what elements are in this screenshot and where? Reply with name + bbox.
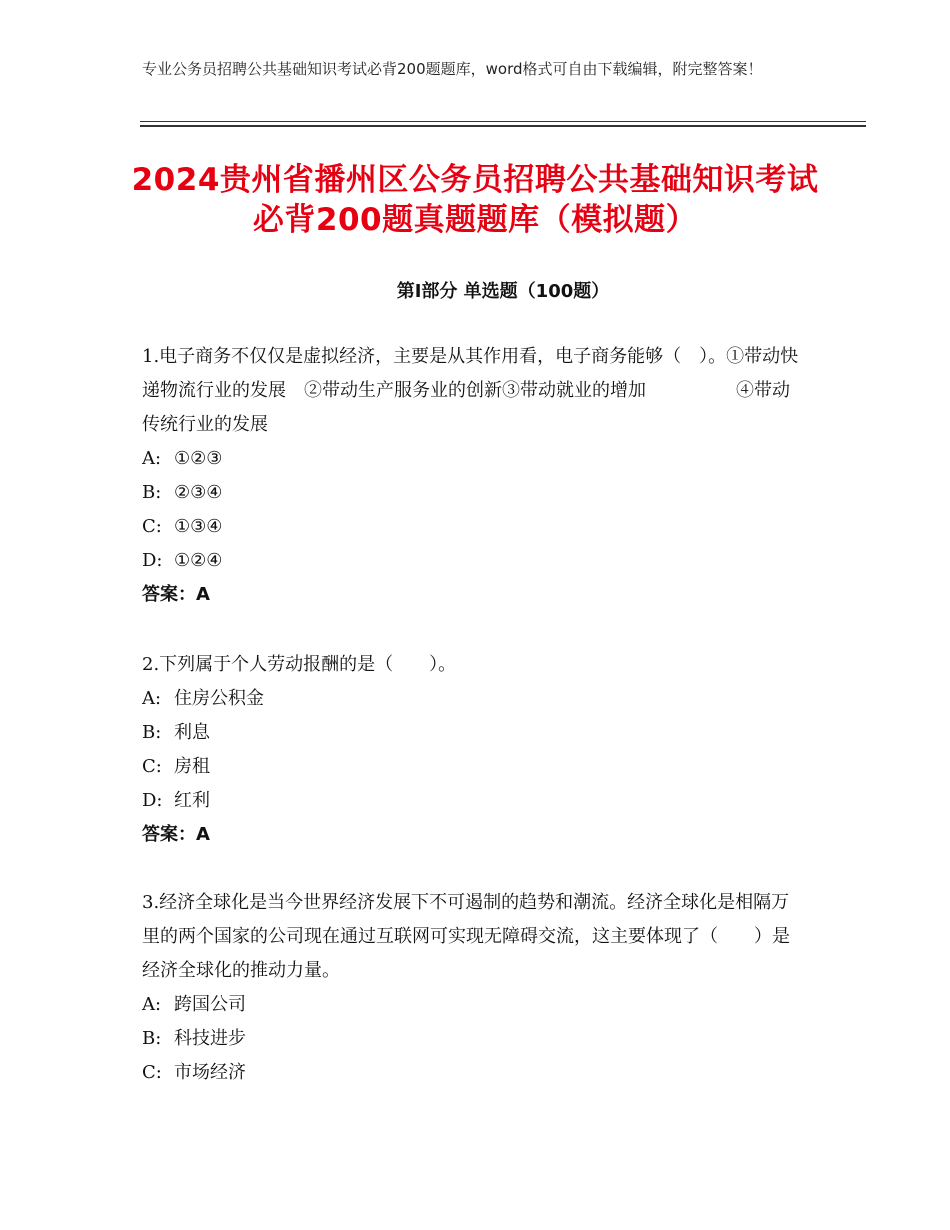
option-text: 住房公积金 (174, 688, 264, 709)
option-text: 红利 (174, 790, 210, 811)
option-text: 利息 (174, 722, 210, 743)
header-rule-thin (140, 121, 866, 122)
option-b (142, 716, 802, 750)
document-title: 2024贵州省播州区公务员招聘公共基础知识考试必背200题真题题库（模拟题） (131, 162, 819, 238)
option-a (142, 988, 802, 1022)
answer: 答案：A (142, 824, 210, 845)
question-stem: 3.经济全球化是当今世界经济发展下不可遏制的趋势和潮流。经济全球化是相隔万里的两个国家的公司现在通过互联网可实现无障碍交流，这主要体现了（ ）是经济全球化的推动力量。 (142, 892, 790, 981)
question-stem: 2.下列属于个人劳动报酬的是（ ）。 (142, 654, 457, 675)
option-label: D: (142, 550, 163, 571)
option-label: B: (142, 1028, 162, 1049)
option-text: ①②④ (174, 550, 223, 571)
header-note: 专业公务员招聘公共基础知识考试必背200题题库，word格式可自由下载编辑，附完整答案！ (142, 60, 763, 78)
option-text: ①②③ (174, 448, 223, 469)
option-b (142, 476, 802, 510)
question-2 (142, 648, 802, 852)
option-c (142, 1056, 802, 1090)
option-label: B: (142, 722, 162, 743)
option-text: 房租 (174, 756, 210, 777)
option-c (142, 510, 802, 544)
option-label: B: (142, 482, 162, 503)
option-b (142, 1022, 802, 1056)
option-d (142, 784, 802, 818)
option-text: 市场经济 (174, 1062, 246, 1083)
section-title: 第Ⅰ部分 单选题（100题） (396, 281, 610, 302)
option-label: C: (142, 1062, 162, 1083)
option-label: C: (142, 756, 162, 777)
option-c (142, 750, 802, 784)
option-label: A: (142, 994, 162, 1015)
question-1 (142, 340, 802, 612)
option-label: C: (142, 516, 162, 537)
option-d (142, 544, 802, 578)
answer: 答案：A (142, 584, 210, 605)
option-a (142, 442, 802, 476)
option-text: 跨国公司 (174, 994, 246, 1015)
option-text: ②③④ (174, 482, 223, 503)
option-text: ①③④ (174, 516, 223, 537)
option-text: 科技进步 (174, 1028, 246, 1049)
option-label: A: (142, 448, 162, 469)
option-label: D: (142, 790, 163, 811)
option-a (142, 682, 802, 716)
header-rule-thick (140, 125, 866, 127)
option-label: A: (142, 688, 162, 709)
question-3 (142, 886, 802, 1090)
question-stem: 1.电子商务不仅仅是虚拟经济，主要是从其作用看，电子商务能够（ ）。①带动快递物流行业的发展 ②带动生产服务业的创新③带动就业的增加 ④带动传统行业的发展 (142, 346, 799, 435)
